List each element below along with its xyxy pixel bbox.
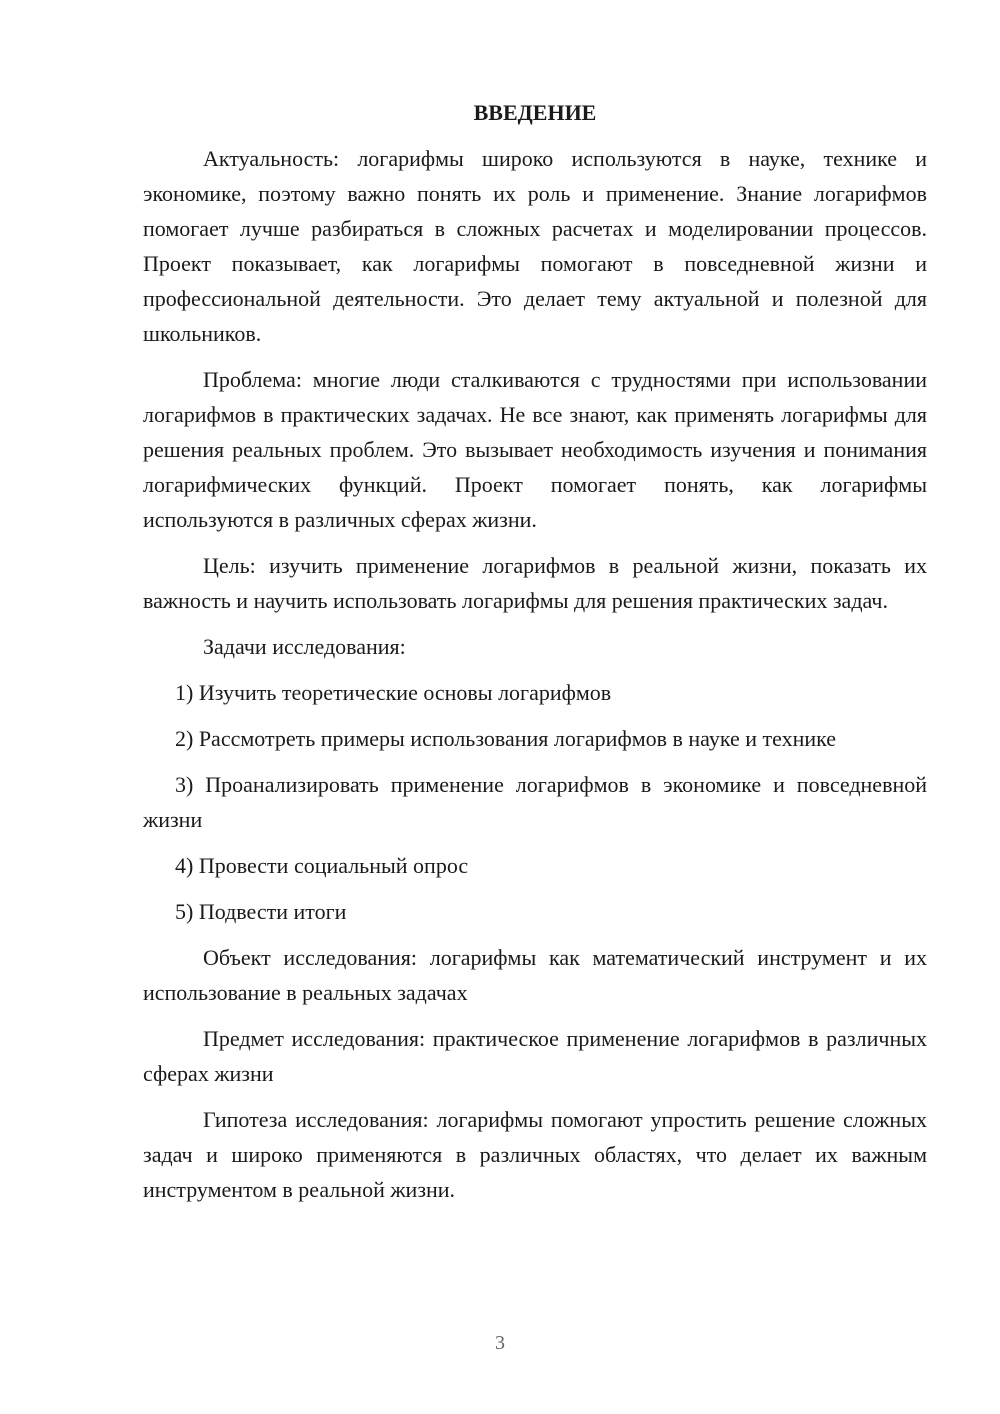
paragraph-problem: Проблема: многие люди сталкиваются с трудностями при использовании логарифмов в практических задачах. Не все знают, как применять логарифмы для решения реальных проблем. Это вызывает необходимость изучения и понимания логарифмических функций. Проект помогает понять, как логарифмы используются в различных сферах жизни. (143, 367, 927, 532)
task-item-1: 1) Изучить теоретические основы логарифмов (175, 680, 612, 705)
task-item-4: 4) Провести социальный опрос (175, 853, 469, 878)
paragraph-relevance: Актуальность: логарифмы широко используются в науке, технике и экономике, поэтому важно понять их роль и применение. Знание логарифмов помогает лучше разбираться в сложных расчетах и моделировании процессов. Проект показывает, как логарифмы помогают в повседневной жизни и профессиональной деятельности. Это делает тему актуальной и полезной для школьников. (143, 146, 927, 346)
task-item-2: 2) Рассмотреть примеры использования логарифмов в науке и технике (175, 726, 837, 751)
paragraph-goal: Цель: изучить применение логарифмов в реальной жизни, показать их важность и научить использовать логарифмы для решения практических задач. (143, 553, 927, 613)
paragraph-hypothesis: Гипотеза исследования: логарифмы помогают упростить решение сложных задач и широко применяются в различных областях, что делает их важным инструментом в реальной жизни. (143, 1107, 927, 1202)
document-page (143, 95, 927, 1218)
paragraph-object: Объект исследования: логарифмы как математический инструмент и их использование в реальных задачах (143, 945, 927, 1005)
page-title: ВВЕДЕНИЕ (473, 100, 597, 125)
task-item-3: 3) Проанализировать применение логарифмов в экономике и повседневной жизни (143, 772, 927, 832)
page-number: 3 (495, 1332, 505, 1354)
task-item-5: 5) Подвести итоги (175, 899, 347, 924)
paragraph-subject: Предмет исследования: практическое применение логарифмов в различных сферах жизни (143, 1026, 927, 1086)
tasks-heading: Задачи исследования: (203, 634, 406, 659)
